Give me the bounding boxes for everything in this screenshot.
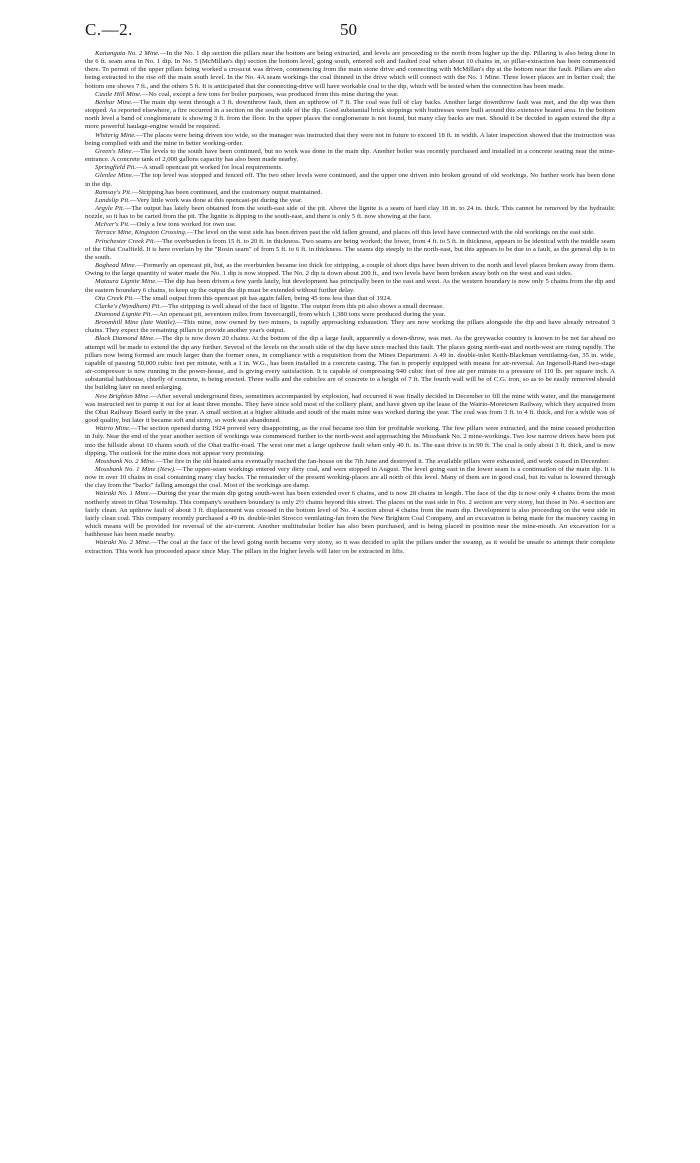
- paragraph-text: —The places were being driven too wide, so the manager was instructed that they were not in future to exceed 18 ft. in width. A later inspection showed that the instruction was being complied with and the mine in better working-order.: [85, 131, 615, 147]
- paragraph-heading: Mossbank No. 2 Mine.: [95, 457, 156, 465]
- paragraph: [85, 295, 615, 303]
- paragraph-heading: Clarke's (Wyndham) Pit.: [95, 302, 162, 310]
- paragraph-text: —The main dip went through a 3 ft. downthrow fault, then an upthrow of 7 ft. The coal was full of clay backs. Another large downthrow fault was met, and the dip was then stopped. As reported elsewhere, a fire occurred in a section on the south side of the dip. Good substantial brick stoppings with buttresses were built around this extensive heated area. In the bottom north level a band of conglomerate is showing 3 ft. from the floor. In the upper places the conglomerate is not found, but many clay backs are met. Should it be decided to again extend the dip a more powerful haulage-engine would be required.: [85, 98, 615, 131]
- paragraph-heading: Broomhill Mine (late Wattle).: [95, 319, 177, 327]
- paragraph: [85, 311, 615, 319]
- paragraph-heading: Diamond Lignite Pit.: [95, 311, 153, 318]
- paragraph: [85, 425, 615, 458]
- paragraph: [85, 238, 615, 262]
- paragraph-text: —This mine, now owned by two miners, is rapidly approaching exhaustion. They are now working the pillars alongside the dip and have already retreated 3 chains. They expect the remaining pillars to provide another year's output.: [85, 319, 615, 335]
- paragraph-text: —The section opened during 1924 proved very disappointing, as the coal became too thin for profitable working. The few pillars were extracted, and the mine ceased production in July. Near the end of the year another section of workings was commenced further to the north-west and approaching the Mossbank No. 2 mine-workings. Two low narrow drives have been put into the hillside about 10 chains south of the Ohai traffic-road. The west one met a large upthrow fault when only 40 ft. in. The east drive is in 90 ft. The coal is only about 3 ft. thick, and is now dipping. The outlook for the mine does not appear very promising.: [85, 425, 615, 457]
- paragraph-heading: Mossbank No. 1 Mine (New).: [95, 465, 176, 473]
- paragraph-heading: Castle Hill Mine.: [95, 90, 142, 98]
- paragraph-text: —The small output from this opencast pit has again fallen, being 45 tons less than that of 1924.: [133, 294, 392, 302]
- paragraph-heading: Boghead Mine.: [95, 262, 137, 270]
- paragraph-text: —In the No. 1 dip section the pillars near the bottom are being extracted, and levels are proceeding to the north from higher up the dip. Pillaring is also being done in the 6 ft. seam area in No. 1 dip. In No. 5 (McMillan's dip) section the bottom level, going south, entered soft and faulted coal when about 10 chains in, so pillar-extraction has been commenced there. To permit of the upper pillars being worked a crosscut was driven, commencing from the main stone drive and connecting with McMillan's dip at the bottom near the fault. Pillars are also being extracted to the rise off the main south level. In the No. 4A seam workings the coal thinned in the drive which will connect with the No. 1 Mine. Three lower places are in better coal; the bottom one shows 7 ft., and the others 5 ft. It is anticipated that the connecting-drive will have workable coal to the dip, which will be tested when the connection has been made.: [85, 50, 615, 90]
- paragraph: [85, 335, 615, 392]
- paragraph-heading: New Brighton Mine.: [95, 392, 151, 400]
- paragraph-text: —A small opencast pit worked for local requirements.: [136, 164, 283, 172]
- paragraph-text: —The upper-seam workings entered very dirty coal, and were stopped in August. The level going east in the lower seam is a continuation of the main dip. It is now in over 10 chains in coal containing many clay backs. The remainder of the present working-places are all north of this level. Many of them are in good coal, but its value is lowered through the clay from the "backs" falling amongst the coal. Most of the workings are damp.: [85, 465, 615, 490]
- paragraph-text: —The dip is now down 20 chains. At the bottom of the dip a large fault, apparently a down-throw, was met. As the greywacke country is known to be not far ahead no attempt will be made to extend the dip any further. Several of the levels on the south side of the dip have since reached this fault. The places going north-east and north-west are rising rapidly. The pillars now being formed are much larger than the former ones, in compliance with a requisition from the Mines Department. A 49 in. double-inlet Keith-Blackman ventilating-fan, 35 in. wide, capable of passing 50,000 cubic feet per minute, with a 1 in. W.G., has been installed in a concrete casing. The fan is properly equipped with means for air-reversal. An Ingersoll-Rand two-stage air-compressor is now running in the power-house, and is giving every satisfaction. It is capable of compressing 940 cubic feet of free air per minute to a pressure of 110 lb. per square inch. A substantial bathhouse, chiefly of concrete, is being erected. Three walls and the cubicles are of concrete to a height of 7 ft. The fourth wall will be of C.G. iron, so as to be easily removed should the building later on need enlarging.: [85, 335, 615, 392]
- paragraph: [85, 262, 615, 278]
- paragraph-heading: Springfield Pit.: [95, 164, 137, 172]
- paragraph: [85, 466, 615, 490]
- paragraph-heading: Wairaki No. 1 Mine.: [95, 490, 151, 498]
- paragraph-heading: Green's Mine.: [95, 147, 134, 155]
- paragraph: [85, 50, 615, 91]
- paragraph-heading: Kaitangata No. 2 Mine.: [95, 50, 160, 57]
- paragraph: [85, 148, 615, 164]
- paragraph-text: —The output has lately been obtained from the south-east side of the pit. Above the lignite is a seam of hard clay 18 in. to 24 in. thick. This cannot be removed by the hydraulic nozzle, so it has to be carted from the pit. The lignite is dipping to the south-east, and there is only 5 ft. now showing at the face.: [85, 204, 615, 221]
- paragraph: [85, 164, 615, 172]
- paragraph: [85, 458, 615, 466]
- paragraph-text: —The levels to the south have been continued, but no work was done in the main dip. Another boiler was recently purchased and installed in a concrete seating near the mine-entrance. A concrete tank of 2,000 gallons capacity has also been made nearby.: [85, 147, 615, 164]
- paragraph-text: —The top level was stopped and fenced off. The two other levels were continued, and the upper one driven into broken ground of old workings. No further work has been done in the dip.: [85, 172, 615, 188]
- paragraph: [85, 539, 615, 555]
- paragraph-text: —The fire in the old heated area eventually reached the fan-house on the 7th June and destroyed it. The available pillars were exhausted, and work ceased in December.: [155, 457, 610, 465]
- paragraph-text: —An opencast pit, seventeen miles from Invercargill, from which 1,380 tons were produced during the year.: [152, 311, 446, 318]
- paragraph-text: —The overburden is from 15 ft. to 20 ft. in thickness. Two seams are being worked; the lower, from 4 ft. to 5 ft. in thickness, appears to be identical with the middle seam of the Ohai Coalfield. It is here overlain by the "Rosin seam" of from 5 ft. to 6 ft. in thickness. The seams dip steeply to the north-east, but this appears to be due to a fault, as the general dip is to the south.: [85, 237, 615, 261]
- paragraph-text: —Very little work was done at this opencast-pit during the year.: [129, 196, 303, 204]
- paragraph-heading: Glenlee Mine.: [95, 172, 134, 180]
- paragraph-heading: Ota Creek Pit.: [95, 294, 134, 302]
- paragraph-text: —The dip has been driven a few yards lately, but development has principally been to the east and west. As the western boundary is now only 5 chains from the dip and the eastern boundary 6 chains, to keep up the output the dip must be extended without further delay.: [85, 278, 615, 294]
- paragraph-heading: Black Diamond Mine.: [95, 335, 156, 343]
- paragraph-heading: Princhester Creek Pit.: [95, 237, 156, 245]
- paragraph-heading: Landslip Pit.: [95, 196, 130, 204]
- paragraph: [85, 303, 615, 311]
- paragraph: [85, 189, 615, 197]
- paragraph: [85, 278, 615, 294]
- paragraph: [85, 91, 615, 99]
- paragraph-text: —Only a few tons worked for own use.: [129, 221, 237, 229]
- paragraph: [85, 229, 615, 237]
- paragraph-heading: Terrace Mine, Kingston Crossing.: [95, 229, 187, 237]
- paragraph: [85, 205, 615, 221]
- page-number: 50: [340, 20, 357, 39]
- paragraph-heading: Mataura Lignite Mine.: [95, 278, 157, 286]
- paragraph-heading: Ramsay's Pit.: [95, 188, 132, 196]
- paragraph: [85, 197, 615, 205]
- paragraph-text: —Stripping has been continued, and the customary output maintained.: [131, 188, 323, 196]
- paragraph: [85, 132, 615, 148]
- paragraph: [85, 172, 615, 188]
- paragraph-text: —During the year the main dip going south-west has been extended over 6 chains, and is now 28 chains in length. The face of the dip is now only 4 chains from the most northerly street in Ohai Township. This company's southern boundary is only 2½ chains beyond this street. The places on the east side in No. 2 section are very stony, but those in No. 4 section are fairly clean. An upthrow fault of about 3 ft. displacement was crossed in the bottom level of No. 4 section about 4 chains from the main dip. Development is also proceeding on the west side in fairly clean coal. This company recently purchased a 49 in. double-inlet Sirocco ventilating-fan from the New Brighton Coal Company, and an excavation is being made for the masonry casing in which means will be provided for reversal of the air-current. Another multitubular boiler has also been purchased, and is being placed in position near the mine-mouth. An excavation for a bathhouse has been made nearby.: [85, 490, 615, 539]
- paragraph-heading: McIver's Pit.: [95, 221, 130, 229]
- page-body: [85, 50, 615, 1150]
- paragraph-heading: Wairio Mine.: [95, 425, 131, 433]
- paragraph: [85, 393, 615, 426]
- paragraph-heading: Benhar Mine.: [95, 98, 133, 106]
- paragraph-text: —The stripping is well ahead of the face of lignite. The output from this pit also shows a small decrease.: [161, 302, 444, 310]
- paragraph: [85, 319, 615, 335]
- paragraph: [85, 99, 615, 132]
- paragraph-text: —Formerly an opencast pit, but, as the overburden became too thick for stripping, a couple of short dips have been driven to the north and level places broken away from them. Owing to the large quantity of water made the No. 1 dip is now stopped. The No. 2 dip is down about 200 ft., and two levels have been broken away both on the west and east sides.: [85, 262, 615, 278]
- paragraph-text: —After several underground fires, sometimes accompanied by explosion, had occurred it was finally decided in December to fill the mine with water, and the management was instructed not to pump it out for at least three months. They have since sold most of the colliery plant, and have given up the lease of the Wairio-Moretown Railway, which they acquired from the Ohai Railway Board early in the year. A small section at a higher altitude and south of the main mine was worked during the year. The coal was from 3 ft. to 4 ft. thick, and for a while was of good quality, but later it became soft and stony, so work was abandoned.: [85, 392, 615, 425]
- paragraph-text: —No coal, except a few tons for boiler purposes, was produced from this mine during the year.: [141, 90, 399, 98]
- paragraph-text: —The level on the west side has been driven past the old fallen ground, and places off this level have connected with the old workings on the east side.: [186, 229, 595, 237]
- paragraph-heading: Wairaki No. 2 Mine.: [95, 539, 151, 547]
- paragraph-heading: Whiterig Mine.: [95, 131, 136, 139]
- paragraph-heading: Argyle Pit.: [95, 204, 125, 212]
- paragraph-text: —The coal at the face of the level going north became very stony, so it was decided to split the pillars under the swamp, as it would be unsafe to attempt their complete extraction. This work has proceeded apace since May. The pillars in the higher levels will later on be extracted in lifts.: [85, 539, 615, 555]
- paragraph: [85, 490, 615, 539]
- document-reference: C.—2.: [85, 20, 133, 39]
- paragraph: [85, 221, 615, 229]
- page-header: [85, 20, 614, 42]
